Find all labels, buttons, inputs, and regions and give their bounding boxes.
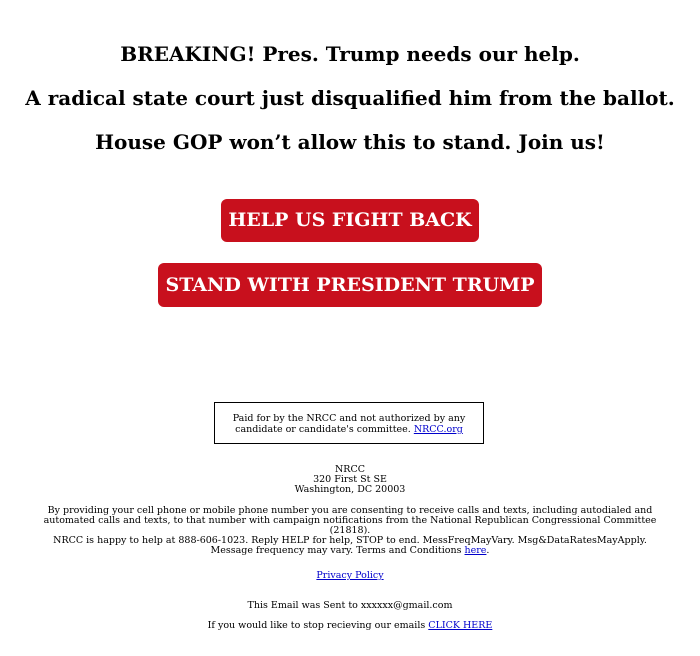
help-text-body: NRCC is happy to help at 888-606-1023. Reply HELP for help, STOP to end. MessFreqMayVary. Msg&DataRatesMayApply. Message frequency may vary. Terms and Conditions: [53, 535, 647, 556]
privacy-policy-row: [40, 571, 660, 581]
unsubscribe-text: If you would like to stop recieving our emails: [207, 620, 426, 631]
help-text: [40, 536, 660, 556]
unsubscribe-row: [40, 621, 660, 631]
help-us-fight-back-button[interactable]: HELP US FIGHT BACK: [221, 199, 479, 242]
headline-breaking: BREAKING! Pres. Trump needs our help.: [120, 42, 580, 66]
paid-for-line2-wrap: [215, 424, 483, 435]
address-org: NRCC: [334, 464, 365, 475]
address-city: Washington, DC 20003: [294, 484, 406, 495]
terms-here-link[interactable]: here: [464, 545, 487, 556]
paid-for-disclaimer: [214, 402, 484, 444]
consent-text: By providing your cell phone or mobile phone number you are consenting to receive calls and texts, including autodialed and automated calls and texts, to that number with campaign notifications from the National Republican Congressional Committee (21818).: [43, 505, 657, 536]
headline-court: A radical state court just disqualified him from the ballot.: [25, 86, 675, 110]
stand-with-trump-button[interactable]: STAND WITH PRESIDENT TRUMP: [158, 263, 542, 307]
mailing-address: [40, 465, 660, 495]
address-street: 320 First St SE: [313, 474, 387, 485]
paid-for-line2: candidate or candidate's committee.: [235, 424, 411, 435]
nrcc-link[interactable]: NRCC.org: [413, 424, 463, 435]
privacy-policy-link[interactable]: Privacy Policy: [316, 570, 384, 581]
sent-to-text: This Email was Sent to xxxxxx@gmail.com: [247, 600, 453, 611]
paid-for-line1: Paid for by the NRCC and not authorized by any: [232, 413, 466, 424]
headline-join: House GOP won’t allow this to stand. Join us!: [95, 130, 605, 154]
unsubscribe-link[interactable]: CLICK HERE: [428, 620, 493, 631]
help-text-end: .: [486, 545, 490, 556]
